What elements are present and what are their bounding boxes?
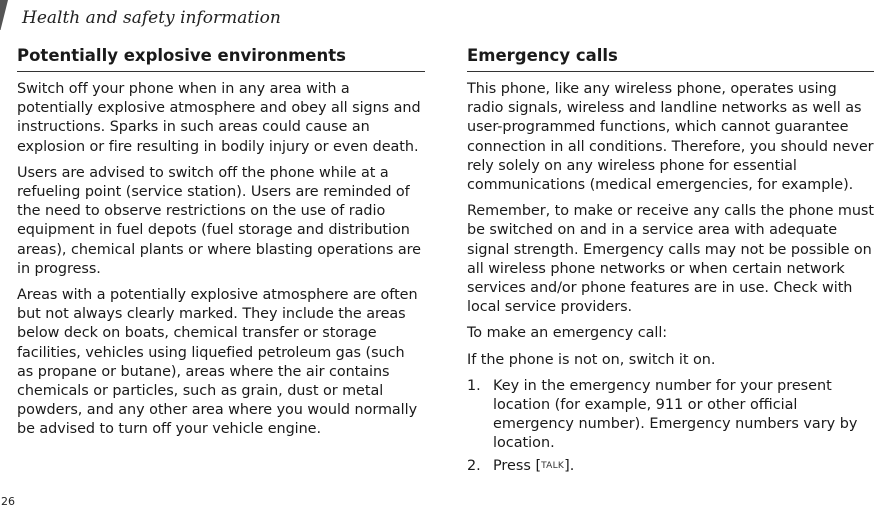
paragraph: If the phone is not on, switch it on.: [467, 351, 716, 368]
paragraph: Remember, to make or receive any calls the phone must be switched on and in a service area with adequate signal strength. Emergency calls may not be possible on all wireless phone networks or when certain network services and/or phone features are in use. Check with local service providers.: [467, 203, 874, 316]
step-text-prefix: Press [: [493, 457, 542, 474]
running-header: Health and safety information: [22, 8, 281, 28]
paragraph: To make an emergency call:: [467, 325, 668, 342]
header-accent-bar: [0, 0, 8, 30]
paragraph: Switch off your phone when in any area with a potentially explosive atmosphere and obey all signs and instructions. Sparks in such areas could cause an explosion or fire resulting in bodily injury or even death.: [17, 81, 421, 155]
paragraph: This phone, like any wireless phone, operates using radio signals, wireless and landline networks as well as user-programmed functions, which cannot guarantee connection in all conditions. Therefore, you should never rely solely on any wireless phone for essential communications (medical emergencies, for example).: [467, 81, 874, 194]
step-number: 2.: [467, 457, 481, 474]
paragraph: Areas with a potentially explosive atmosphere are often but not always clearly marked. They include the areas below deck on boats, chemical transfer or storage facilities, vehicles using liquefied petroleum gas (such as propane or butane), areas where the air contains chemicals or particles, such as grain, dust or metal powders, and any other area where you would normally be advised to turn off your vehicle engine.: [17, 287, 418, 438]
step-number: 1.: [467, 377, 481, 394]
right-column: [467, 46, 874, 476]
list-item: [467, 457, 874, 476]
step-text: Key in the emergency number for your present location (for example, 911 or other official emergency number). Emergency numbers vary by location.: [493, 377, 858, 452]
paragraph: Users are advised to switch off the phone while at a refueling point (service station). Users are reminded of the need to observe restrictions on the use of radio equipment in fuel depots (fuel storage and distribution areas), chemical plants or where blasting operations are in progress.: [17, 164, 421, 277]
page-number: 26: [1, 495, 15, 508]
list-item: [467, 377, 874, 454]
talk-key-icon: TALK: [541, 460, 565, 471]
step-text-suffix: ].: [564, 457, 575, 474]
emergency-steps-list: [467, 377, 874, 476]
left-column: [17, 46, 425, 440]
section-heading-explosive: Potentially explosive environments: [17, 46, 425, 72]
section-heading-emergency: Emergency calls: [467, 46, 874, 72]
